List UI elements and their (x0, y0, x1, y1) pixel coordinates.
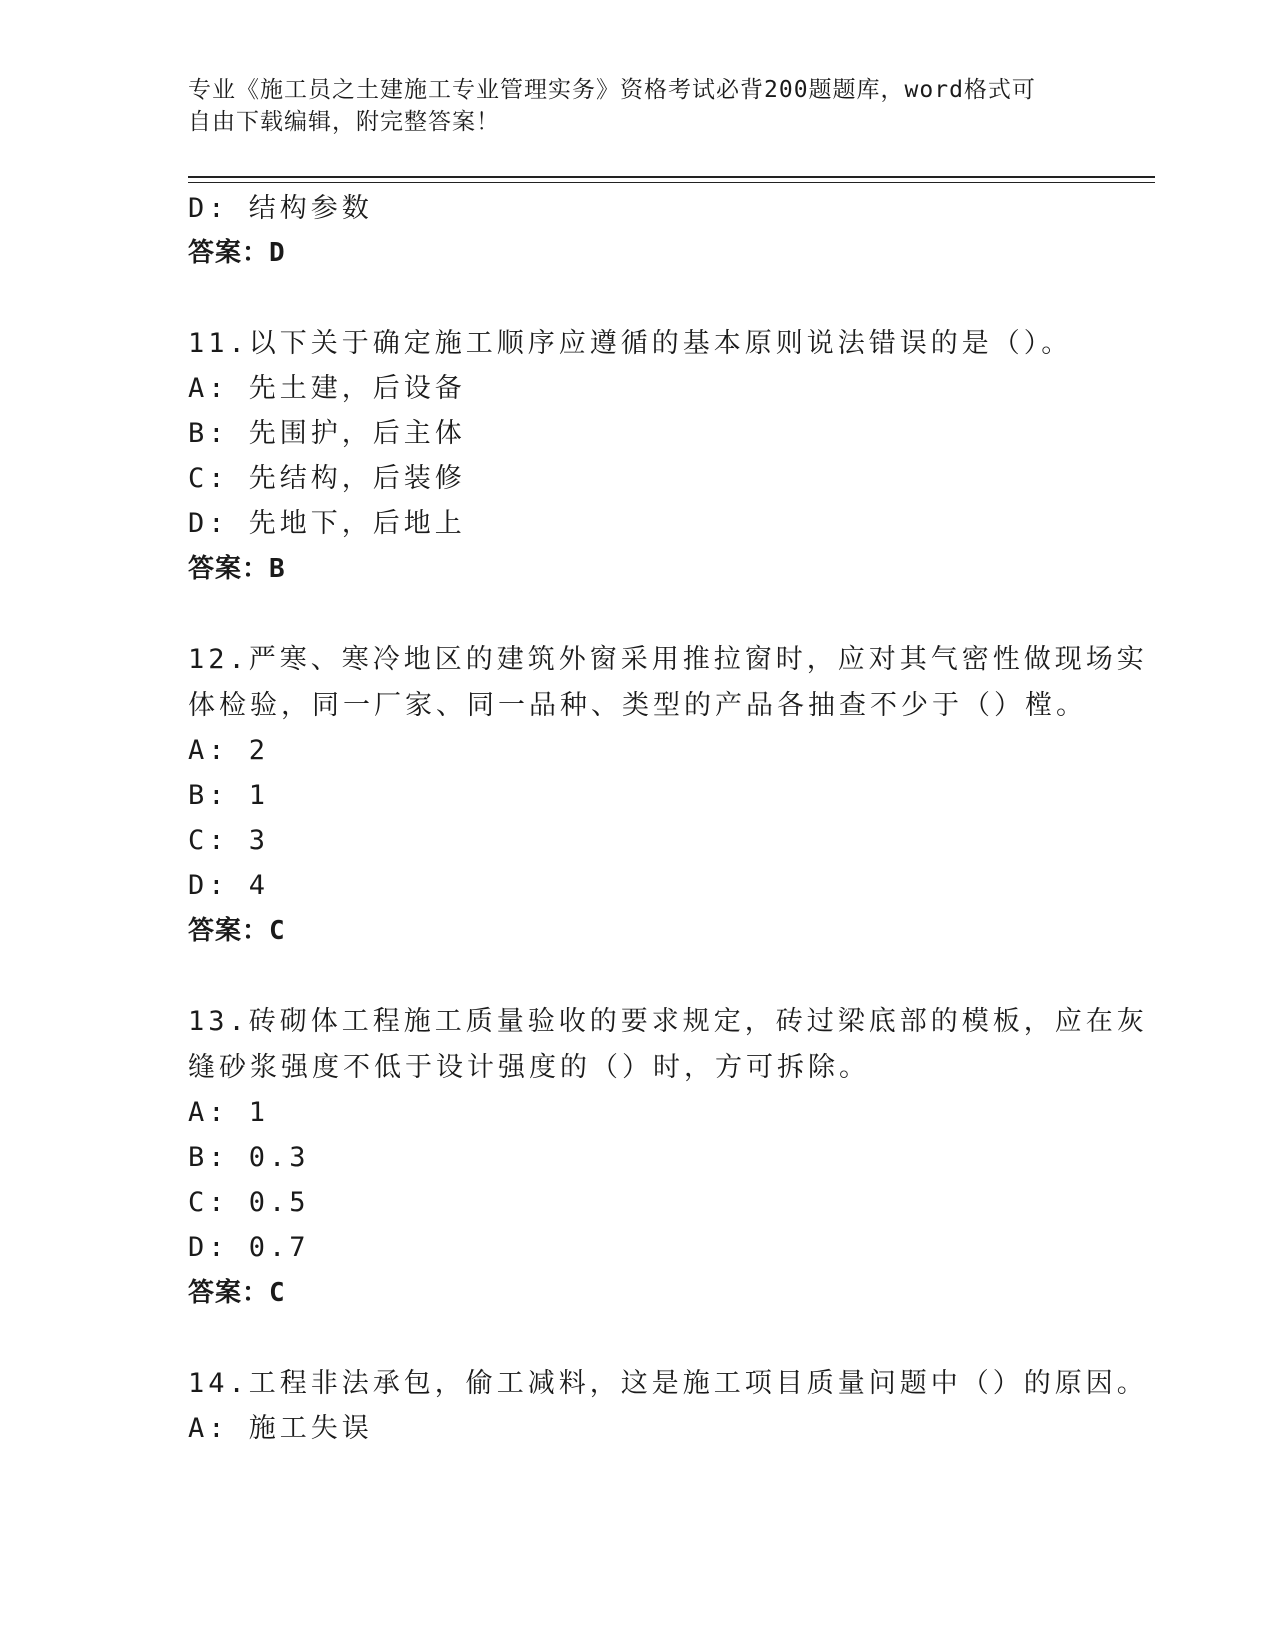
q11-option-c: C: 先结构，后装修 (188, 463, 466, 494)
q13-stem-line-2: 缝砂浆强度不低于设计强度的（）时，方可拆除。 (188, 1052, 870, 1083)
q13-answer: 答案：C (188, 1278, 286, 1308)
q11-answer: 答案：B (188, 554, 286, 584)
q13-stem-line-1: 13.砖砌体工程施工质量验收的要求规定，砖过梁底部的模板，应在灰 (188, 1006, 1148, 1037)
q13-option-c: C: 0.5 (188, 1187, 310, 1218)
header-title-line-2: 自由下载编辑，附完整答案！ (188, 109, 500, 135)
header-divider-thick (188, 176, 1155, 178)
document-header (188, 74, 1068, 138)
header-divider-thin (188, 182, 1155, 183)
q13-option-b: B: 0.3 (188, 1142, 310, 1173)
prev-option-d: D: 结构参数 (188, 193, 373, 224)
q12-stem-line-1: 12.严寒、寒冷地区的建筑外窗采用推拉窗时，应对其气密性做现场实 (188, 644, 1148, 675)
q12-option-d: D: 4 (188, 870, 270, 901)
q11-option-b: B: 先围护，后主体 (188, 418, 466, 449)
q14-option-a: A: 施工失误 (188, 1413, 373, 1444)
q14-stem: 14.工程非法承包，偷工减料，这是施工项目质量问题中（）的原因。 (188, 1368, 1148, 1399)
q12-stem-line-2: 体检验，同一厂家、同一品种、类型的产品各抽查不少于（）樘。 (188, 690, 1087, 721)
q11-option-a: A: 先土建，后设备 (188, 373, 466, 404)
prev-answer: 答案：D (188, 238, 286, 268)
q12-option-c: C: 3 (188, 825, 270, 856)
q12-option-b: B: 1 (188, 780, 270, 811)
q13-option-a: A: 1 (188, 1097, 270, 1128)
q11-stem: 11.以下关于确定施工顺序应遵循的基本原则说法错误的是（）。 (188, 328, 1073, 359)
q12-option-a: A: 2 (188, 735, 270, 766)
q13-option-d: D: 0.7 (188, 1232, 310, 1263)
q12-answer: 答案：C (188, 916, 286, 946)
q11-option-d: D: 先地下，后地上 (188, 508, 466, 539)
header-title-line-1: 专业《施工员之土建施工专业管理实务》资格考试必背200题题库，word格式可 (188, 77, 1036, 103)
